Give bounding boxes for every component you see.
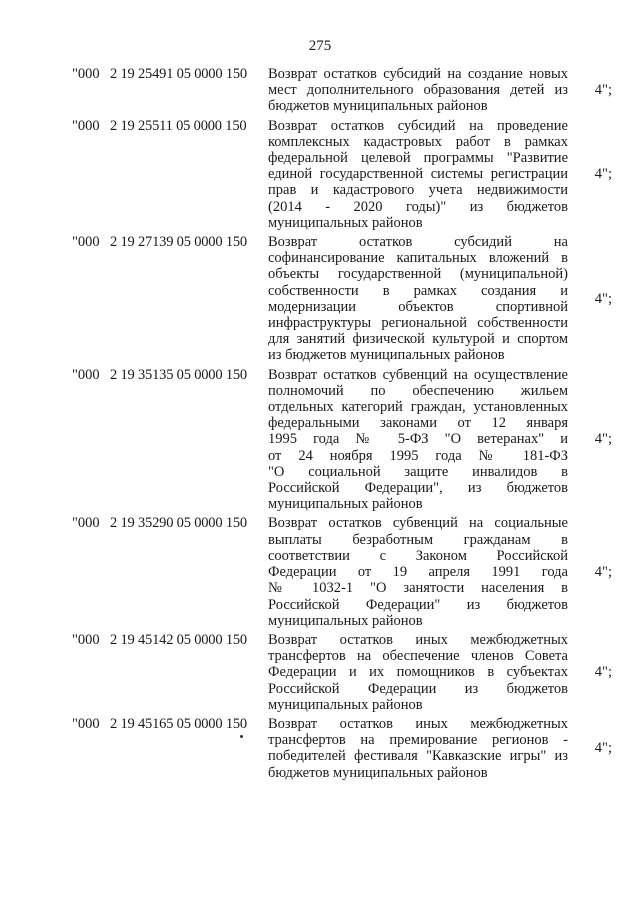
- description-line: отдельных категорий граждан, установленных: [268, 399, 568, 416]
- admin-code: "000: [72, 515, 100, 532]
- description-line: (2014 - 2020 годы)" из бюджетов: [268, 198, 568, 215]
- revenue-description: [268, 66, 568, 115]
- admin-code: "000: [72, 366, 100, 383]
- description-line: Возврат остатков иных межбюджетных: [268, 715, 568, 732]
- revenue-description: [268, 234, 568, 364]
- description-line: мест дополнительного образования детей из: [268, 82, 568, 99]
- description-line: полномочий по обеспечению жильем: [268, 382, 568, 399]
- kbk-table: [72, 66, 612, 781]
- description-line: федеральными законами от 12 января: [268, 415, 568, 432]
- description-line: Возврат остатков субвенций на социальные: [268, 515, 568, 532]
- description-line: муниципальных районов: [268, 496, 423, 513]
- table-row: [72, 118, 612, 231]
- description-line: соответствии с Законом Российской: [268, 547, 568, 564]
- description-line: бюджетов муниципальных районов: [268, 764, 488, 781]
- description-line: выплаты безработным гражданам в: [268, 531, 568, 548]
- description-line: Возврат остатков субвенций на осуществление: [268, 366, 568, 383]
- description-line: 1995 года № 5-ФЗ "О ветеранах" и: [268, 431, 568, 448]
- admin-code: "000: [72, 66, 100, 82]
- description-line: прав и кадастрового учета недвижимости: [268, 182, 568, 199]
- row-suffix: 4";: [594, 664, 612, 681]
- description-line: федеральной целевой программы "Развитие: [268, 150, 568, 167]
- table-row: [72, 716, 612, 781]
- revenue-description: [268, 716, 568, 781]
- kbk-code: 2 19 35290 05 0000 150: [110, 515, 247, 532]
- revenue-description: [268, 515, 568, 628]
- kbk-code: 2 19 25491 05 0000 150: [110, 66, 247, 82]
- admin-code: "000: [72, 234, 100, 251]
- revenue-description: [268, 367, 568, 513]
- kbk-code: 2 19 27139 05 0000 150: [110, 234, 247, 251]
- table-row: [72, 632, 612, 713]
- description-line: для занятий физической культурой и спортом: [268, 331, 568, 348]
- row-suffix: 4";: [594, 82, 612, 99]
- table-row: [72, 367, 612, 513]
- row-suffix: 4";: [594, 564, 612, 581]
- description-line: Российской Федерации из бюджетов: [268, 680, 568, 697]
- revenue-description: [268, 118, 568, 231]
- description-line: Федерации и их помощников в субъектах: [268, 664, 568, 681]
- description-line: от 24 ноября 1995 года № 181-ФЗ: [268, 447, 568, 464]
- description-line: объекты государственной (муниципальной): [268, 266, 568, 283]
- description-line: комплексных кадастровых работ в рамках: [268, 133, 568, 150]
- admin-code: "000: [72, 715, 100, 732]
- description-line: Российской Федерации", из бюджетов: [268, 480, 568, 497]
- description-line: "О социальной защите инвалидов в: [268, 463, 568, 480]
- table-row: [72, 234, 612, 364]
- description-line: собственности в рамках создания и: [268, 282, 568, 299]
- description-line: Возврат остатков иных межбюджетных: [268, 631, 568, 648]
- description-line: модернизации объектов спортивной: [268, 298, 568, 315]
- kbk-code: 2 19 25511 05 0000 150: [110, 117, 247, 134]
- description-line: муниципальных районов: [268, 612, 423, 629]
- admin-code: "000: [72, 631, 100, 648]
- description-line: бюджетов муниципальных районов: [268, 98, 488, 115]
- description-line: победителей фестиваля "Кавказские игры" из: [268, 748, 568, 765]
- description-line: из бюджетов муниципальных районов: [268, 347, 505, 364]
- description-line: Российской Федерации" из бюджетов: [268, 596, 568, 613]
- description-line: муниципальных районов: [268, 696, 423, 713]
- row-suffix: 4";: [594, 740, 612, 757]
- kbk-code: 2 19 45142 05 0000 150: [110, 631, 247, 648]
- row-suffix: 4";: [594, 166, 612, 183]
- page-number: 275: [308, 38, 332, 54]
- description-line: трансфертов на обеспечение членов Совета: [268, 648, 568, 665]
- row-suffix: 4";: [594, 431, 612, 448]
- kbk-code: 2 19 45165 05 0000 150: [110, 715, 247, 732]
- kbk-code: 2 19 35135 05 0000 150: [110, 366, 247, 383]
- description-line: инфраструктуры региональной собственности: [268, 315, 568, 332]
- description-line: муниципальных районов: [268, 214, 423, 231]
- description-line: № 1032-1 "О занятости населения в: [268, 580, 568, 597]
- table-row: [72, 66, 612, 115]
- description-line: единой государственной системы регистрации: [268, 166, 568, 183]
- row-suffix: 4";: [594, 290, 612, 307]
- description-line: Федерации от 19 апреля 1991 года: [268, 564, 568, 581]
- description-line: Возврат остатков субсидий на создание новых: [268, 66, 568, 82]
- description-line: софинансирование капитальных вложений в: [268, 250, 568, 267]
- table-row: [72, 515, 612, 628]
- description-line: Возврат остатков субсидий на: [268, 234, 568, 251]
- scan-speck: [240, 735, 243, 738]
- revenue-description: [268, 632, 568, 713]
- admin-code: "000: [72, 117, 100, 134]
- description-line: трансфертов на премирование регионов -: [268, 732, 568, 749]
- description-line: Возврат остатков субсидий на проведение: [268, 117, 568, 134]
